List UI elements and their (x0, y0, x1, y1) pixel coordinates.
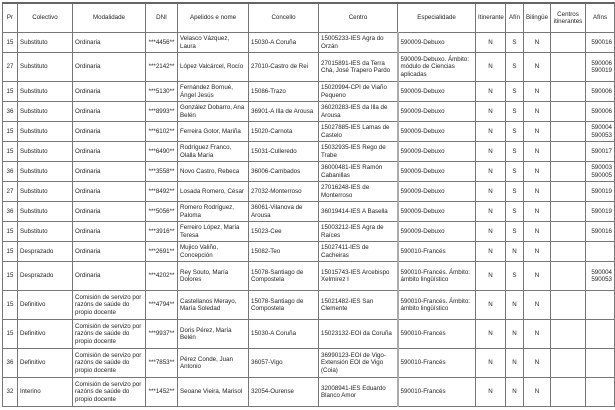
cell-modalidade: Ordinaria (73, 122, 146, 142)
cell-colectivo: Desprazado (18, 242, 73, 262)
cell-afin: S (506, 33, 524, 53)
cell-afin: S (506, 182, 524, 202)
table-row (3, 222, 615, 242)
cell-afin: S (506, 262, 524, 291)
cell-especialidade: 590009-Debuxo (398, 82, 476, 102)
cell-pr: 36 (3, 349, 18, 378)
cell-especialidade: 590009-Debuxo. Ámbito: módulo de Ciencias aplicadas (398, 53, 476, 82)
cell-bilingue: N (524, 262, 551, 291)
cell-modalidade: Ordinaria (73, 82, 146, 102)
cell-bilingue: N (524, 242, 551, 262)
column-header-bilingue: Bilingüe (524, 3, 551, 33)
cell-dni: ***7853** (146, 349, 178, 378)
table-row (3, 262, 615, 291)
cell-especialidade: 590009-Debuxo (398, 162, 476, 182)
cell-especialidade: 590009-Debuxo (398, 122, 476, 142)
cell-afin: N (506, 320, 524, 349)
cell-modalidade: Comisión de servizo por razóns de saúde do propio docente (73, 291, 146, 320)
cell-especialidade: 590009-Debuxo (398, 142, 476, 162)
cell-afin: S (506, 82, 524, 102)
table-row (3, 122, 615, 142)
cell-modalidade: Ordinaria (73, 182, 146, 202)
cell-pr: 36 (3, 202, 18, 222)
cell-centro: 15023132-EOI da Coruña (319, 320, 398, 349)
cell-itinerante: N (476, 162, 506, 182)
cell-pr: 15 (3, 262, 18, 291)
cell-colectivo: Substituto (18, 82, 73, 102)
cell-nome: González Dobarro, Ana Belén (178, 102, 249, 122)
table-row (3, 102, 615, 122)
cell-centros-itinerantes (551, 202, 586, 222)
cell-nome: Rey Souto, María Dolores (178, 262, 249, 291)
cell-concello: 15078-Santiago de Compostela (249, 262, 319, 291)
cell-nome: Ferreiro López, María Teresa (178, 222, 249, 242)
column-header-afins: Afíns (586, 3, 615, 33)
cell-nome: Pérez Conde, Juan Antonio (178, 349, 249, 378)
cell-itinerante: N (476, 320, 506, 349)
cell-afin: N (506, 378, 524, 407)
table-row (3, 182, 615, 202)
cell-colectivo: Substituto (18, 182, 73, 202)
cell-concello: 15078-Santiago de Compostela (249, 291, 319, 320)
cell-centros-itinerantes (551, 122, 586, 142)
cell-nome: Mujico Valiño, Concepción (178, 242, 249, 262)
cell-pr: 15 (3, 320, 18, 349)
cell-especialidade: 590009-Debuxo (398, 102, 476, 122)
cell-colectivo: Definitivo (18, 320, 73, 349)
cell-dni: ***3558** (146, 162, 178, 182)
column-header-concello: Concello (249, 3, 319, 33)
cell-especialidade: 590009-Debuxo (398, 202, 476, 222)
cell-afins: 590004 590053 (586, 262, 615, 291)
cell-itinerante: N (476, 262, 506, 291)
cell-bilingue: N (524, 378, 551, 407)
table-row (3, 320, 615, 349)
cell-nome: Losada Romero, César (178, 182, 249, 202)
cell-afin: S (506, 53, 524, 82)
cell-afins (586, 349, 615, 378)
cell-centros-itinerantes (551, 33, 586, 53)
cell-bilingue: N (524, 202, 551, 222)
cell-nome: Rodríguez Franco, Olalla María (178, 142, 249, 162)
cell-nome: López Valcárcel, Rocío (178, 53, 249, 82)
cell-concello: 27010-Castro de Rei (249, 53, 319, 82)
cell-afin: N (506, 291, 524, 320)
cell-centro: 27015891-IES da Terra Chá, José Trapero Pardo (319, 53, 398, 82)
cell-concello: 36901-A Illa de Arousa (249, 102, 319, 122)
cell-afin: N (506, 242, 524, 262)
cell-pr: 15 (3, 142, 18, 162)
cell-afins: 590004 590053 (586, 122, 615, 142)
cell-concello: 27032-Monterroso (249, 182, 319, 202)
cell-especialidade: 590010-Francés (398, 378, 476, 407)
cell-itinerante: N (476, 202, 506, 222)
cell-pr: 15 (3, 222, 18, 242)
cell-centros-itinerantes (551, 320, 586, 349)
table-row (3, 202, 615, 222)
cell-itinerante: N (476, 378, 506, 407)
assignments-table (2, 2, 615, 407)
cell-afins (586, 242, 615, 262)
cell-pr: 15 (3, 82, 18, 102)
cell-dni: ***1452** (146, 378, 178, 407)
cell-modalidade: Ordinaria (73, 162, 146, 182)
cell-pr: 15 (3, 291, 18, 320)
cell-especialidade: 590010-Francés (398, 242, 476, 262)
cell-afin: S (506, 162, 524, 182)
cell-afins: 590006 590019 (586, 53, 615, 82)
cell-bilingue: N (524, 349, 551, 378)
cell-colectivo: Substituto (18, 222, 73, 242)
cell-colectivo: Substituto (18, 162, 73, 182)
table-row (3, 349, 615, 378)
cell-concello: 15030-A Coruña (249, 320, 319, 349)
cell-bilingue: N (524, 33, 551, 53)
cell-centros-itinerantes (551, 349, 586, 378)
cell-dni: ***4456** (146, 33, 178, 53)
table-row (3, 291, 615, 320)
cell-concello: 36006-Cambados (249, 162, 319, 182)
cell-afins (586, 378, 615, 407)
cell-bilingue: N (524, 162, 551, 182)
cell-dni: ***2691** (146, 242, 178, 262)
cell-afin: S (506, 102, 524, 122)
cell-centro: 15021482-IES San Clemente (319, 291, 398, 320)
cell-nome: Novo Castro, Rebeca (178, 162, 249, 182)
cell-concello: 15031-Culleredo (249, 142, 319, 162)
cell-afin: N (506, 349, 524, 378)
cell-centro: 15020994-CPI de Viaño Pequeno (319, 82, 398, 102)
cell-afin: S (506, 222, 524, 242)
cell-afins: 590003 590005 (586, 162, 615, 182)
cell-pr: 27 (3, 182, 18, 202)
cell-dni: ***4202** (146, 262, 178, 291)
cell-itinerante: N (476, 182, 506, 202)
cell-nome: Ferreira Gotor, Mariña (178, 122, 249, 142)
column-header-colectivo: Colectivo (18, 3, 73, 33)
cell-dni: ***6490** (146, 142, 178, 162)
cell-centros-itinerantes (551, 222, 586, 242)
cell-modalidade: Ordinaria (73, 102, 146, 122)
cell-especialidade: 590010-Francés. Ámbito: ámbito lingüístico (398, 291, 476, 320)
cell-concello: 15023-Cee (249, 222, 319, 242)
cell-modalidade: Ordinaria (73, 262, 146, 291)
cell-centro: 15032935-IES Rego de Trabe (319, 142, 398, 162)
cell-concello: 15086-Trazo (249, 82, 319, 102)
cell-bilingue: N (524, 82, 551, 102)
cell-concello: 36061-Vilanova de Arousa (249, 202, 319, 222)
cell-itinerante: N (476, 349, 506, 378)
cell-centro: 15027411-IES de Cacheiras (319, 242, 398, 262)
cell-especialidade: 590010-Francés (398, 320, 476, 349)
column-header-afin: Afín (506, 3, 524, 33)
cell-concello: 15020-Carnota (249, 122, 319, 142)
table-row (3, 82, 615, 102)
cell-colectivo: Desprazado (18, 262, 73, 291)
cell-centros-itinerantes (551, 262, 586, 291)
cell-pr: 27 (3, 53, 18, 82)
cell-pr: 36 (3, 102, 18, 122)
cell-centro: 36019414-IES A Basella (319, 202, 398, 222)
cell-bilingue: N (524, 53, 551, 82)
cell-itinerante: N (476, 53, 506, 82)
cell-dni: ***5130** (146, 82, 178, 102)
cell-colectivo: Substituto (18, 142, 73, 162)
column-header-modalidade: Modalidade (73, 3, 146, 33)
cell-afins (586, 320, 615, 349)
header-row (3, 3, 615, 33)
cell-afins: 590016 (586, 33, 615, 53)
cell-colectivo: Definitivo (18, 291, 73, 320)
cell-modalidade: Comisión de servizo por razóns de saúde do propio docente (73, 349, 146, 378)
cell-afins: 590016 (586, 222, 615, 242)
cell-colectivo: Substituto (18, 33, 73, 53)
cell-especialidade: 590009-Debuxo (398, 33, 476, 53)
cell-pr: 15 (3, 122, 18, 142)
cell-modalidade: Comisión de servizo por razóns de saúde do propio docente (73, 320, 146, 349)
cell-colectivo: Substituto (18, 202, 73, 222)
cell-modalidade: Ordinaria (73, 242, 146, 262)
cell-centros-itinerantes (551, 378, 586, 407)
column-header-especialidade: Especialidade (398, 3, 476, 33)
cell-concello: 15030-A Coruña (249, 33, 319, 53)
cell-centro: 15027885-IES Lamas de Castelo (319, 122, 398, 142)
cell-centro: 27016248-IES de Monterroso (319, 182, 398, 202)
cell-itinerante: N (476, 291, 506, 320)
cell-centros-itinerantes (551, 162, 586, 182)
cell-centro: 36020283-IES da Illa de Arousa (319, 102, 398, 122)
cell-modalidade: Ordinaria (73, 53, 146, 82)
table-row (3, 242, 615, 262)
cell-centros-itinerantes (551, 82, 586, 102)
cell-centro: 36990123-EOI de Vigo-Extensión EOI de Vigo (Coia) (319, 349, 398, 378)
cell-itinerante: N (476, 222, 506, 242)
cell-bilingue: N (524, 142, 551, 162)
cell-centros-itinerantes (551, 53, 586, 82)
cell-pr: 15 (3, 33, 18, 53)
cell-colectivo: Substituto (18, 102, 73, 122)
cell-nome: Fernández Bornué, Ángel Jesús (178, 82, 249, 102)
cell-pr: 32 (3, 378, 18, 407)
cell-modalidade: Ordinaria (73, 33, 146, 53)
cell-centros-itinerantes (551, 291, 586, 320)
cell-afins: 590019 (586, 182, 615, 202)
cell-dni: ***3916** (146, 222, 178, 242)
cell-bilingue: N (524, 320, 551, 349)
cell-bilingue: N (524, 102, 551, 122)
cell-nome: Romero Rodríguez, Paloma (178, 202, 249, 222)
cell-concello: 36057-Vigo (249, 349, 319, 378)
cell-modalidade: Ordinaria (73, 222, 146, 242)
table-row (3, 378, 615, 407)
cell-itinerante: N (476, 242, 506, 262)
cell-dni: ***9937** (146, 320, 178, 349)
cell-centro: 32008941-IES Eduardo Blanco Amor (319, 378, 398, 407)
cell-nome: Castellanos Merayo, María Soledad (178, 291, 249, 320)
cell-dni: ***5056** (146, 202, 178, 222)
cell-nome: Seoane Vieira, Marisol (178, 378, 249, 407)
cell-afin: S (506, 122, 524, 142)
cell-afins: 590019 (586, 202, 615, 222)
cell-colectivo: Substituto (18, 53, 73, 82)
cell-itinerante: N (476, 142, 506, 162)
cell-centro: 15005233-IES Agra do Orzán (319, 33, 398, 53)
cell-itinerante: N (476, 82, 506, 102)
cell-colectivo: Interino (18, 378, 73, 407)
cell-dni: ***8492** (146, 182, 178, 202)
cell-dni: ***2142** (146, 53, 178, 82)
cell-centros-itinerantes (551, 242, 586, 262)
cell-centros-itinerantes (551, 102, 586, 122)
cell-itinerante: N (476, 33, 506, 53)
cell-bilingue: N (524, 182, 551, 202)
cell-afin: S (506, 202, 524, 222)
cell-pr: 15 (3, 242, 18, 262)
cell-bilingue: N (524, 291, 551, 320)
cell-afins (586, 291, 615, 320)
cell-especialidade: 590010-Francés. Ámbito: ámbito lingüístico (398, 262, 476, 291)
cell-afins: 590006 (586, 82, 615, 102)
cell-concello: 15082-Teo (249, 242, 319, 262)
cell-concello: 32054-Ourense (249, 378, 319, 407)
cell-nome: Velasco Vázquez, Laura (178, 33, 249, 53)
cell-dni: ***6102** (146, 122, 178, 142)
cell-modalidade: Ordinaria (73, 142, 146, 162)
cell-dni: ***4794** (146, 291, 178, 320)
table-row (3, 53, 615, 82)
cell-centros-itinerantes (551, 182, 586, 202)
cell-colectivo: Substituto (18, 122, 73, 142)
cell-modalidade: Ordinaria (73, 202, 146, 222)
table-row (3, 142, 615, 162)
column-header-apelidos-e-nome: Apelidos e nome (178, 3, 249, 33)
column-header-centros-itinerantes: Centros itinerantes (551, 3, 586, 33)
cell-especialidade: 590009-Debuxo (398, 182, 476, 202)
column-header-centro: Centro (319, 3, 398, 33)
cell-centro: 15015743-IES Arcebispo Xelmírez I (319, 262, 398, 291)
cell-colectivo: Definitivo (18, 349, 73, 378)
cell-modalidade: Comisión de servizo por razóns de saúde do propio docente (73, 378, 146, 407)
cell-pr: 36 (3, 162, 18, 182)
cell-centros-itinerantes (551, 142, 586, 162)
cell-especialidade: 590010-Francés (398, 349, 476, 378)
table-row (3, 33, 615, 53)
cell-afins: 590006 (586, 102, 615, 122)
table-row (3, 162, 615, 182)
cell-centro: 36000481-IES Ramón Cabanillas (319, 162, 398, 182)
cell-nome: Doris Pérez, María Belén (178, 320, 249, 349)
cell-centro: 15003212-IES Agra de Raíces (319, 222, 398, 242)
column-header-pr: Pr (3, 3, 18, 33)
cell-itinerante: N (476, 122, 506, 142)
cell-especialidade: 590009-Debuxo (398, 222, 476, 242)
column-header-itinerante: Itinerante (476, 3, 506, 33)
cell-afins: 590017 (586, 142, 615, 162)
cell-bilingue: N (524, 122, 551, 142)
cell-bilingue: N (524, 222, 551, 242)
cell-dni: ***8993** (146, 102, 178, 122)
cell-itinerante: N (476, 102, 506, 122)
column-header-dni: DNI (146, 3, 178, 33)
cell-afin: S (506, 142, 524, 162)
